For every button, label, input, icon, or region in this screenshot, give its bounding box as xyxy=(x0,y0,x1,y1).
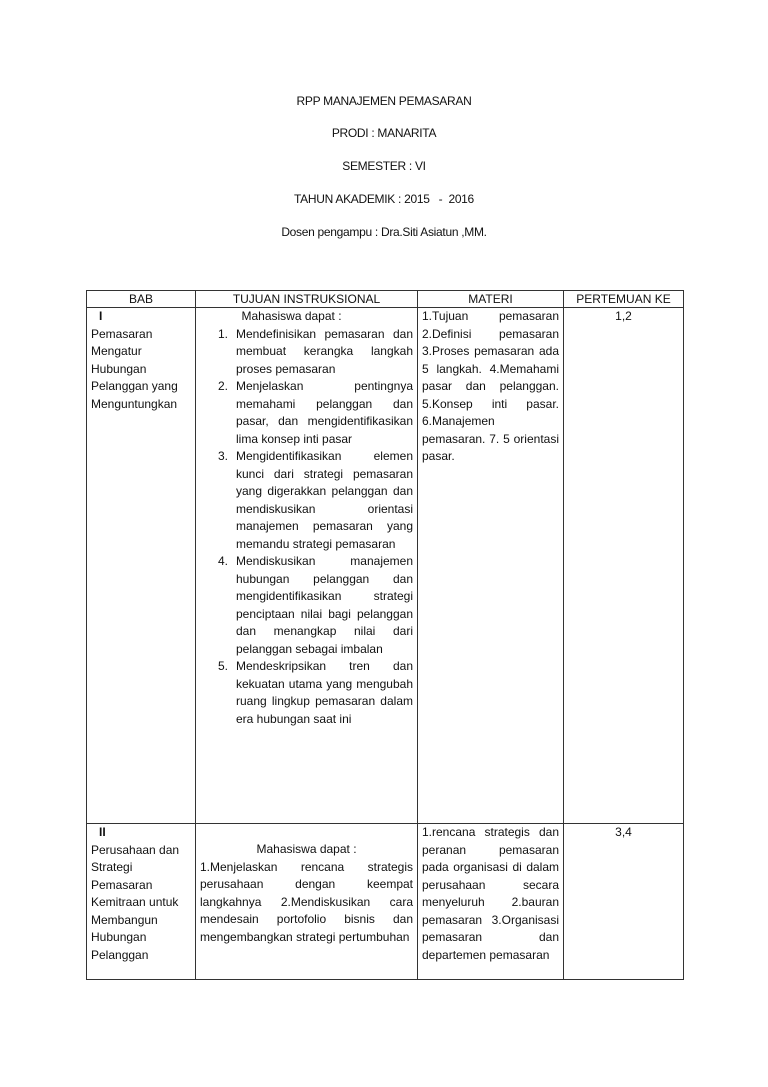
pertemuan-cell: 3,4 xyxy=(564,824,684,980)
item-text: Mendiskusikan manajemen hubungan pelanggan dan mengidentifikasikan strategi penciptaan nilai bagi pelanggan dan menangkap nilai dari pelanggan sebagai imbalan xyxy=(236,554,413,656)
item-text: Mengidentifikasikan elemen kunci dari strategi pemasaran yang digerakkan pelanggan dan mendiskusikan orientasi manajemen pemasaran yang memandu strategi pemasaran xyxy=(236,449,413,551)
bab-number: I xyxy=(99,309,103,323)
list-item xyxy=(200,553,413,658)
table-row xyxy=(87,308,684,824)
materi-cell: 1.Tujuan pemasaran 2.Definisi pemasaran 3.Proses pemasaran ada 5 langkah. 4.Memahami pasar dan pelanggan. 5.Konsep inti pasar. 6.Manajemen pemasaran. 7. 5 orientasi pasar. xyxy=(418,308,564,824)
materi-cell: 1.rencana strategis dan peranan pemasaran pada organisasi di dalam perusahaan secara menyeluruh 2.bauran pemasaran 3.Organisasi pemasaran dan departemen pemasaran xyxy=(418,824,564,980)
item-number: 1. xyxy=(217,326,228,341)
list-item xyxy=(200,658,413,728)
table-header-row xyxy=(87,291,684,308)
col-header-tujuan: TUJUAN INSTRUKSIONAL xyxy=(196,291,418,308)
tujuan-cell xyxy=(196,308,418,824)
col-header-bab: BAB xyxy=(87,291,196,308)
item-number: 2. xyxy=(217,379,228,393)
item-number: 5. xyxy=(217,659,228,673)
item-text: Menjelaskan pentingnya memahami pelanggan dan pasar, dan mengidentifikasikan lima konsep inti pasar xyxy=(236,379,413,446)
doc-title: RPP MANAJEMEN PEMASARAN xyxy=(296,94,472,108)
tujuan-intro: Mahasiswa dapat : xyxy=(256,842,357,856)
tujuan-list xyxy=(200,326,413,729)
tujuan-intro: Mahasiswa dapat : xyxy=(241,309,342,323)
item-number: 3. xyxy=(217,449,228,463)
bab-cell xyxy=(87,308,196,824)
table-row xyxy=(87,824,684,980)
item-text: Mendefinisikan pemasaran dan membuat kerangka langkah proses pemasaran xyxy=(236,326,413,376)
pertemuan-cell: 1,2 xyxy=(564,308,684,824)
list-item xyxy=(200,326,413,379)
tahun-akademik-line: TAHUN AKADEMIK : 2015 - 2016 xyxy=(294,192,474,206)
item-text: Mendeskripsikan tren dan kekuatan utama yang mengubah ruang lingkup pemasaran dalam era hubungan saat ini xyxy=(236,659,413,726)
col-header-pertemuan: PERTEMUAN KE xyxy=(564,291,684,308)
rpp-table xyxy=(86,290,684,980)
tujuan-text: 1.Menjelaskan rencana strategis perusahaan dengan keempat langkahnya 2.Mendiskusikan cara mendesain portofolio bisnis dan mengembangkan strategi pertumbuhan xyxy=(200,859,413,944)
dosen-line: Dosen pengampu : Dra.Siti Asiatun ,MM. xyxy=(281,225,487,239)
bab-title: Pemasaran Mengatur Hubungan Pelanggan yang Menguntungkan xyxy=(91,326,178,411)
item-number: 4. xyxy=(217,554,228,568)
tujuan-cell xyxy=(196,824,418,980)
bab-cell xyxy=(87,824,196,980)
semester-line: SEMESTER : VI xyxy=(342,159,426,173)
col-header-materi: MATERI xyxy=(418,291,564,308)
bab-title: Perusahaan dan Strategi Pemasaran Kemitraan untuk Membangun Hubungan Pelanggan xyxy=(91,842,180,962)
list-item xyxy=(200,448,413,553)
prodi-line: PRODI : MANARITA xyxy=(331,126,437,140)
list-item xyxy=(200,378,413,448)
bab-number: II xyxy=(99,825,106,839)
